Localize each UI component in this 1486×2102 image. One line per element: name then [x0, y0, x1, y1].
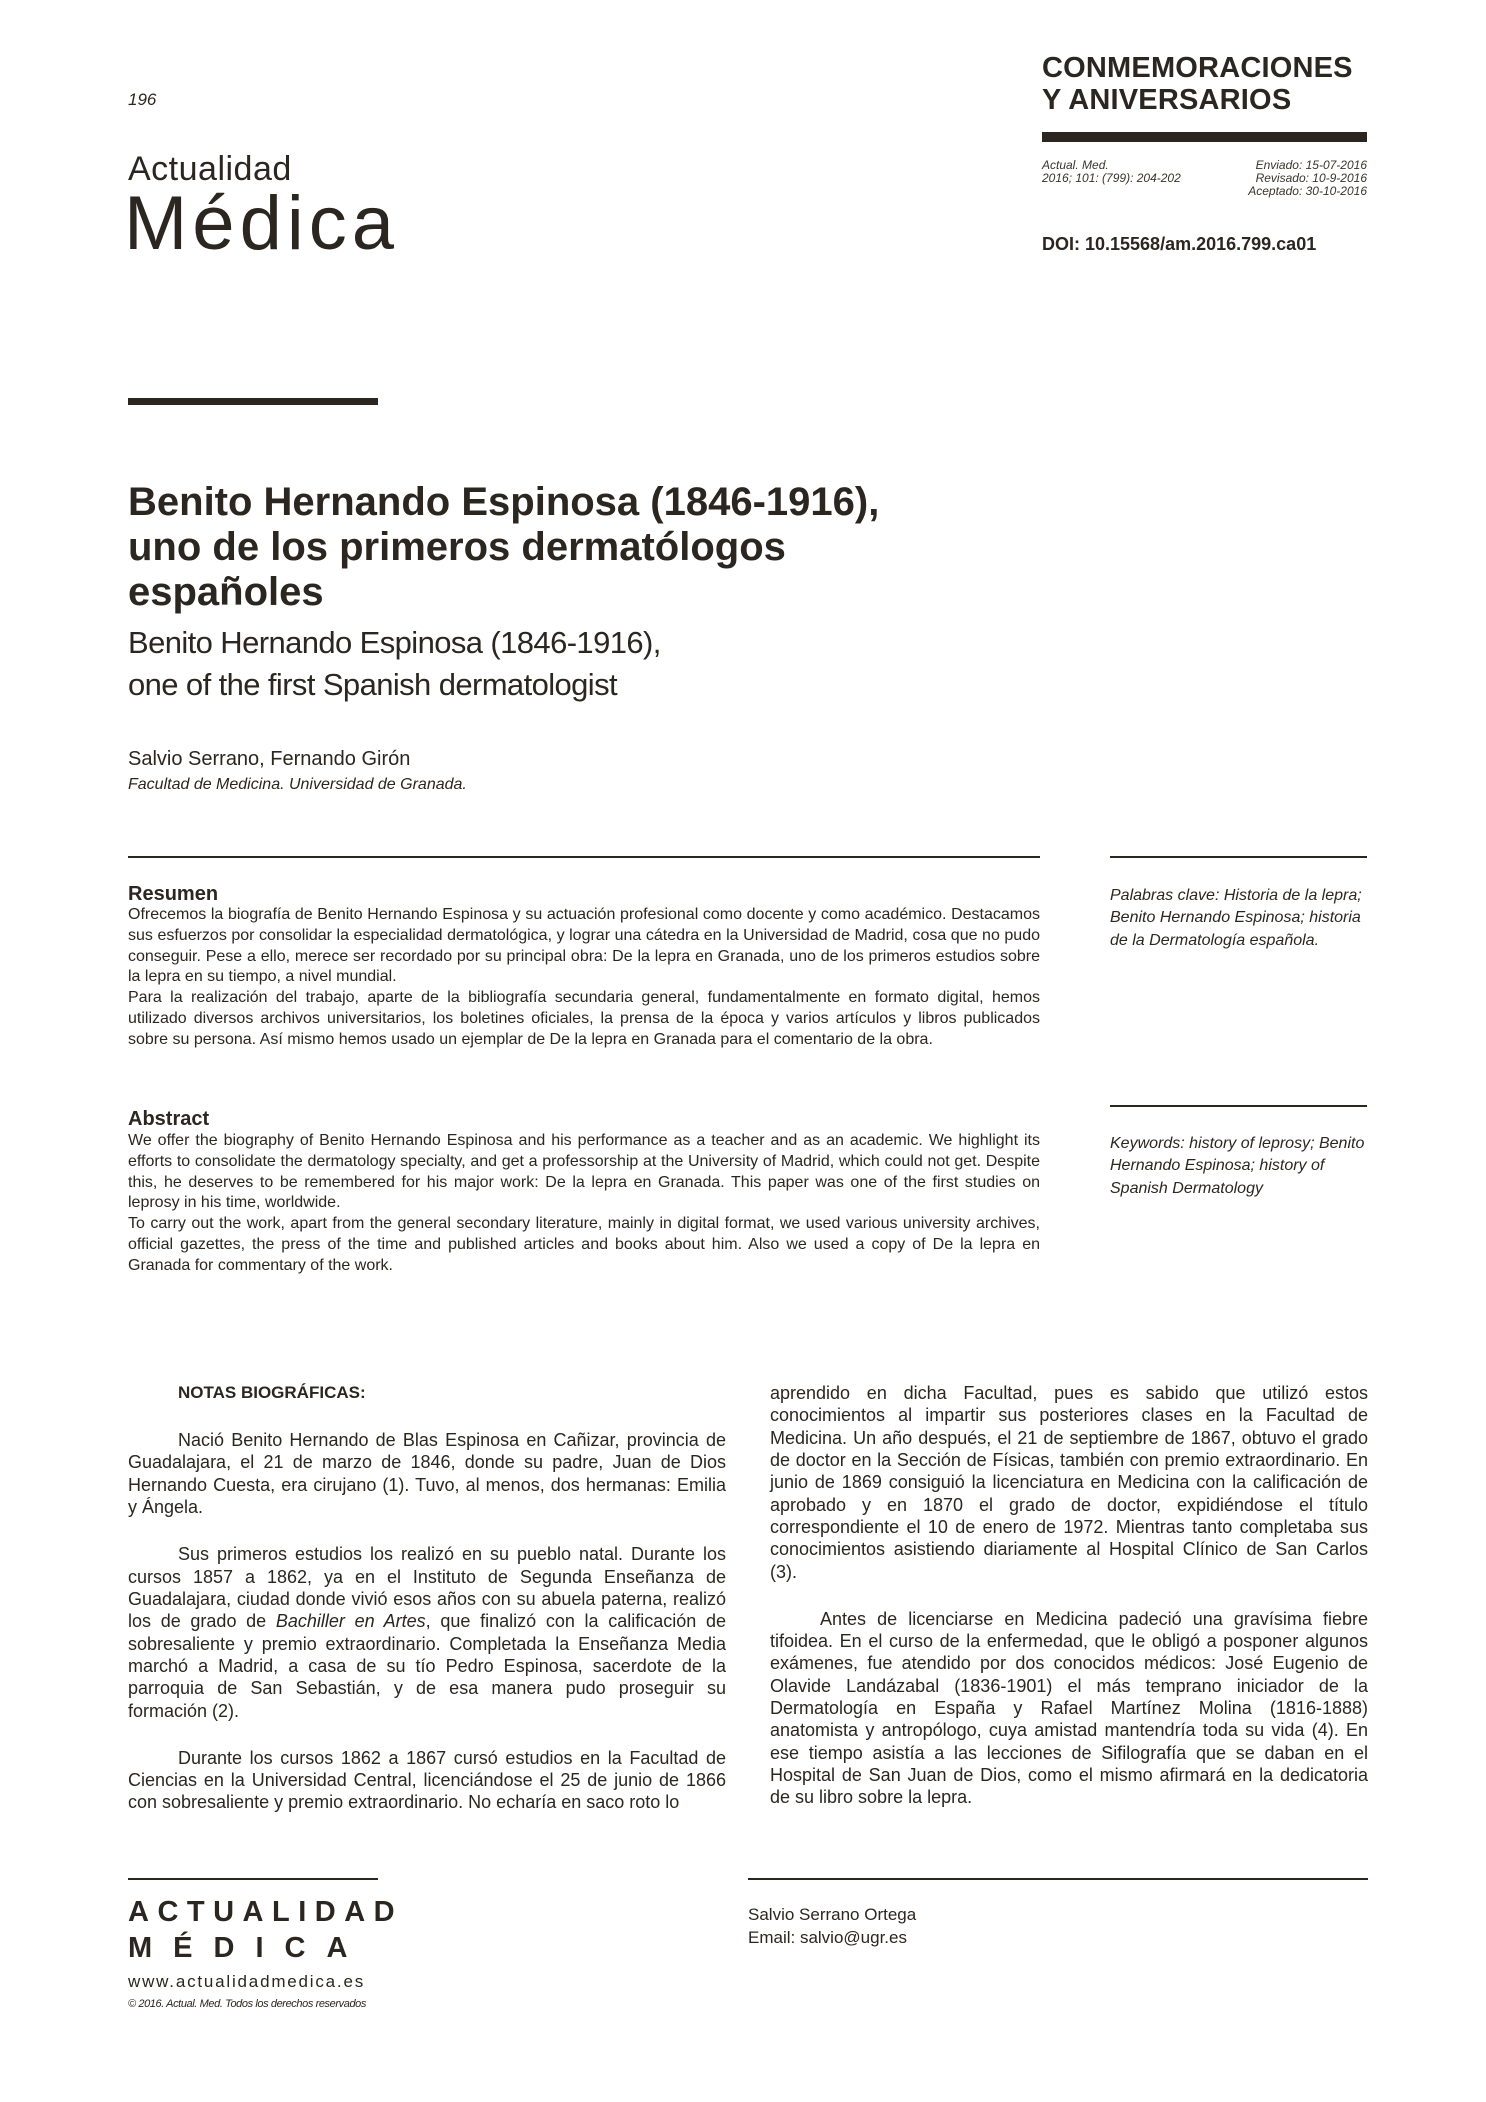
article-title-es: [128, 480, 1028, 614]
citation-sent: Enviado: 15-07-2016: [1255, 158, 1367, 172]
body-paragraph: Durante los cursos 1862 a 1867 cursó estudios en la Facultad de Ciencias en la Universidad Central, licenciándose el 25 de junio de 1866 con sobresaliente y premio extraordinario. No echaría en saco roto lo: [128, 1747, 726, 1813]
keywords-en: Keywords: history of leprosy; Benito Hernando Espinosa; history of Spanish Dermatology: [1110, 1135, 1365, 1197]
title-es-line: españoles: [128, 569, 324, 614]
keywords-rule-en: [1110, 1105, 1367, 1107]
footer-url[interactable]: www.actualidadmedica.es: [128, 1972, 365, 1991]
affiliation: Facultad de Medicina. Universidad de Granada.: [128, 776, 467, 793]
abstract-rule: [128, 856, 1040, 858]
authors: Salvio Serrano, Fernando Girón: [128, 748, 411, 770]
abstract-text: [128, 1131, 1040, 1277]
footer-logo-line2: MÉDICA: [128, 1932, 369, 1964]
body-column-left: [128, 1382, 726, 1839]
footer-rule-right: [748, 1878, 1368, 1880]
body-paragraph: Nació Benito Hernando de Blas Espinosa en Cañizar, provincia de Guadalajara, el 21 de marzo de 1846, donde su padre, Juan de Dios Hernando Cuesta, era cirujano (1). Tuvo, al menos, dos hermanas: Emilia y Ángela.: [128, 1430, 726, 1518]
keywords-rule: [1110, 856, 1367, 858]
section-title: [1042, 52, 1353, 117]
journal-logo-main: Médica: [124, 181, 399, 266]
resumen-heading: Resumen: [128, 883, 219, 905]
resumen-text: [128, 905, 1040, 1051]
body-paragraph: Sus primeros estudios los realizó en su pueblo natal. Durante los cursos 1857 a 1862, ya en el Instituto de Segunda Enseñanza de Guadalajara, ciudad donde vivió esos años con su abuela paterna, realizó los de grado de Bachiller en Artes, que finalizó con la calificación de sobresaliente y premio extraordinario. Completada la Enseñanza Media marchó a Madrid, a casa de su tío Pedro Espinosa, sacerdote de la parroquia de San Sebastián, y de esa manera pudo proseguir su formación (2).: [128, 1544, 726, 1721]
citation-revised: Revisado: 10-9-2016: [1255, 171, 1367, 186]
contact-email[interactable]: Email: salvio@ugr.es: [748, 1927, 907, 1947]
citation-journal: Actual. Med.: [1042, 158, 1109, 172]
body-paragraph: aprendido en dicha Facultad, pues es sabido que utilizó estos conocimientos al impartir sus posteriores clases en la Facultad de Medicina. Un año después, el 21 de septiembre de 1867, obtuvo el grado de doctor en la Sección de Físicas, también con premio extraordinario. En junio de 1869 consiguió la licenciatura en Medicina con la calificación de aprobado y en 1870 el grado de doctor, expidiéndose el título correspondiente el 10 de enero de 1972. Mientras tanto completaba sus conocimientos asistiendo diariamente al Hospital Clínico de San Carlos (3).: [770, 1383, 1368, 1582]
section-title-line2: Y ANIVERSARIOS: [1042, 84, 1292, 117]
resumen-paragraph: Para la realización del trabajo, aparte de la bibliografía secundaria general, fundamentalmente en formato digital, hemos utilizado diversos archivos universitarios, los boletines oficiales, la prensa de la época y varios artículos y libros publicados sobre su persona. Así mismo hemos usado un ejemplar de De la lepra en Granada para el comentario de la obra.: [128, 989, 1040, 1048]
citation-volume: 2016; 101: (799): 204-202: [1042, 171, 1181, 186]
title-en-line: Benito Hernando Espinosa (1846-1916),: [128, 625, 661, 660]
title-es-line: uno de los primeros dermatólogos: [128, 524, 786, 569]
title-en-line: one of the first Spanish dermatologist: [128, 666, 617, 702]
page-number: 196: [128, 90, 157, 109]
contact-name: Salvio Serrano Ortega: [748, 1905, 917, 1924]
footer-logo-line1: ACTUALIDAD: [128, 1896, 404, 1928]
contact-block: [748, 1904, 916, 1950]
footer-rule-left: [128, 1878, 378, 1880]
section-title-line1: CONMEMORACIONES: [1042, 52, 1353, 84]
section-rule: [1042, 132, 1367, 142]
article-title-en: [128, 622, 1028, 706]
footer-copyright: © 2016. Actual. Med. Todos los derechos reservados: [128, 1998, 366, 2010]
journal-logo-top: Actualidad: [128, 150, 292, 188]
body-column-right: [770, 1382, 1368, 1834]
doi: DOI: 10.15568/am.2016.799.ca01: [1042, 234, 1317, 254]
notes-heading: NOTAS BIOGRÁFICAS:: [178, 1383, 366, 1402]
abstract-paragraph: To carry out the work, apart from the general secondary literature, mainly in digital format, we used various university archives, official gazettes, the press of the time and published articles and books about him. Also we used a copy of De la lepra en Granada for commentary of the work.: [128, 1215, 1040, 1274]
abstract-paragraph: We offer the biography of Benito Hernando Espinosa and his performance as a teacher and as an academic. We highlight its efforts to consolidate the dermatology specialty, and get a professorship at the University of Madrid, which could not get. Despite this, he deserves to be remembered for his major work: De la lepra en Granada. This paper was one of the first studies on leprosy in his time, worldwide.: [128, 1132, 1040, 1212]
title-es-line: Benito Hernando Espinosa (1846-1916),: [128, 480, 880, 524]
body-paragraph: Antes de licenciarse en Medicina padeció una gravísima fiebre tifoidea. En el curso de la enfermedad, que le obligó a posponer algunos exámenes, fue atendido por dos conocidos médicos: José Eugenio de Olavide Landázabal (1836-1901) el más temprano iniciador de la Dermatología en España y Rafael Martínez Molina (1816-1888) anatomista y antropólogo, cuya amistad mantendría toda su vida (4). En ese tiempo asistía a las lecciones de Sifilografía que se daban en el Hospital de San Juan de Dios, como el mismo afirmará en la dedicatoria de su libro sobre la lepra.: [770, 1608, 1368, 1808]
citation-accepted: Aceptado: 30-10-2016: [1248, 184, 1367, 199]
abstract-heading: Abstract: [128, 1108, 210, 1130]
keywords-es: Palabras clave: Historia de la lepra; Benito Hernando Espinosa; historia de la Dermatología española.: [1110, 887, 1362, 949]
title-rule: [128, 398, 378, 405]
resumen-paragraph: Ofrecemos la biografía de Benito Hernando Espinosa y su actuación profesional como docente y como académico. Destacamos sus esfuerzos por consolidar la especialidad dermatológica, y lograr una cátedra en la Universidad de Madrid, cosa que no pudo conseguir. Pese a ello, merece ser recordado por su principal obra: De la lepra en Granada, uno de los primeros estudios sobre la lepra en su tiempo, a nivel mundial.: [128, 906, 1040, 986]
